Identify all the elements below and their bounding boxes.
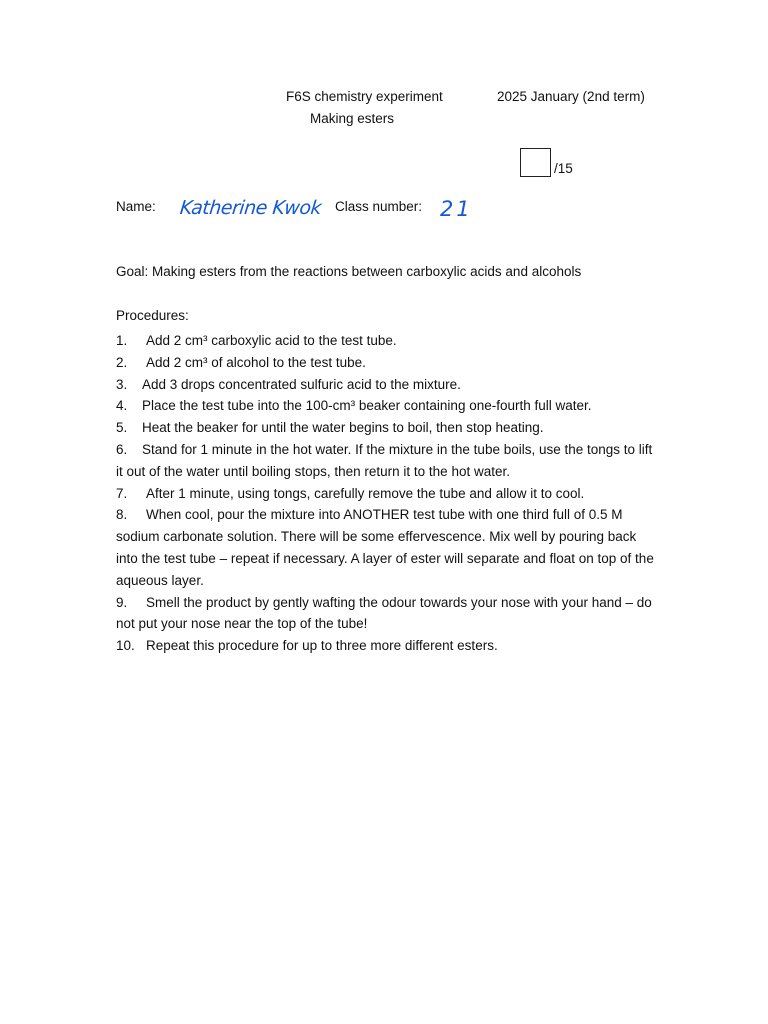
step-number: 4.	[116, 398, 128, 414]
term-date: 2025 January (2nd term)	[497, 89, 645, 104]
step-number: 2.	[116, 354, 128, 370]
procedure-step	[116, 592, 656, 636]
name-handwritten-value[interactable]: Katherine Kwok	[178, 197, 323, 219]
procedures-heading: Procedures:	[116, 308, 189, 323]
class-number-label: Class number:	[335, 199, 423, 214]
procedure-step	[116, 439, 656, 483]
class-number-handwritten-value[interactable]: 21	[440, 197, 473, 221]
step-text: Repeat this procedure for up to three more different esters.	[146, 638, 498, 654]
procedure-step	[116, 352, 656, 374]
goal-statement: Goal: Making esters from the reactions between carboxylic acids and alcohols	[116, 264, 582, 279]
step-text: Add 2 cm³ carboxylic acid to the test tube.	[146, 333, 397, 348]
step-text: After 1 minute, using tongs, carefully remove the tube and allow it to cool.	[146, 485, 585, 501]
step-number: 6.	[116, 441, 128, 457]
step-number: 9.	[116, 594, 128, 610]
procedure-list	[116, 330, 656, 657]
step-text: Add 2 cm³ of alcohol to the test tube.	[146, 354, 366, 370]
procedure-step	[116, 483, 656, 505]
procedure-step	[116, 417, 656, 439]
step-text: Add 3 drops concentrated sulfuric acid to the mixture.	[142, 376, 461, 392]
procedure-step	[116, 504, 656, 591]
step-number: 5.	[116, 420, 128, 436]
procedure-step	[116, 330, 656, 352]
name-label: Name:	[116, 199, 156, 214]
step-text: Stand for 1 minute in the hot water. If the mixture in the tube boils, use the tongs to lift it out of the water until boiling stops, then return it to the hot water.	[116, 441, 653, 479]
score-total: /15	[554, 161, 573, 176]
step-number: 8.	[116, 507, 128, 523]
step-text: Place the test tube into the 100-cm³ beaker containing one-fourth full water.	[142, 398, 592, 414]
document-title: F6S chemistry experiment	[286, 89, 443, 104]
procedure-step	[116, 395, 656, 417]
step-number: 3.	[116, 376, 128, 392]
step-number: 1.	[116, 333, 128, 348]
score-box[interactable]	[520, 148, 551, 177]
step-number: 7.	[116, 485, 128, 501]
step-number: 10.	[116, 638, 135, 654]
step-text: Heat the beaker for until the water begins to boil, then stop heating.	[142, 420, 544, 436]
step-text: When cool, pour the mixture into ANOTHER test tube with one third full of 0.5 M sodium carbonate solution. There will be some effervescence. Mix well by pouring back into the test tube – repeat if necessary. A layer of ester will separate and float on top of the aqueous layer.	[116, 507, 654, 588]
procedure-step	[116, 635, 656, 657]
procedure-step	[116, 374, 656, 396]
document-subtitle: Making esters	[310, 111, 395, 126]
step-text: Smell the product by gently wafting the odour towards your nose with your hand – do not put your nose near the top of the tube!	[116, 594, 652, 632]
